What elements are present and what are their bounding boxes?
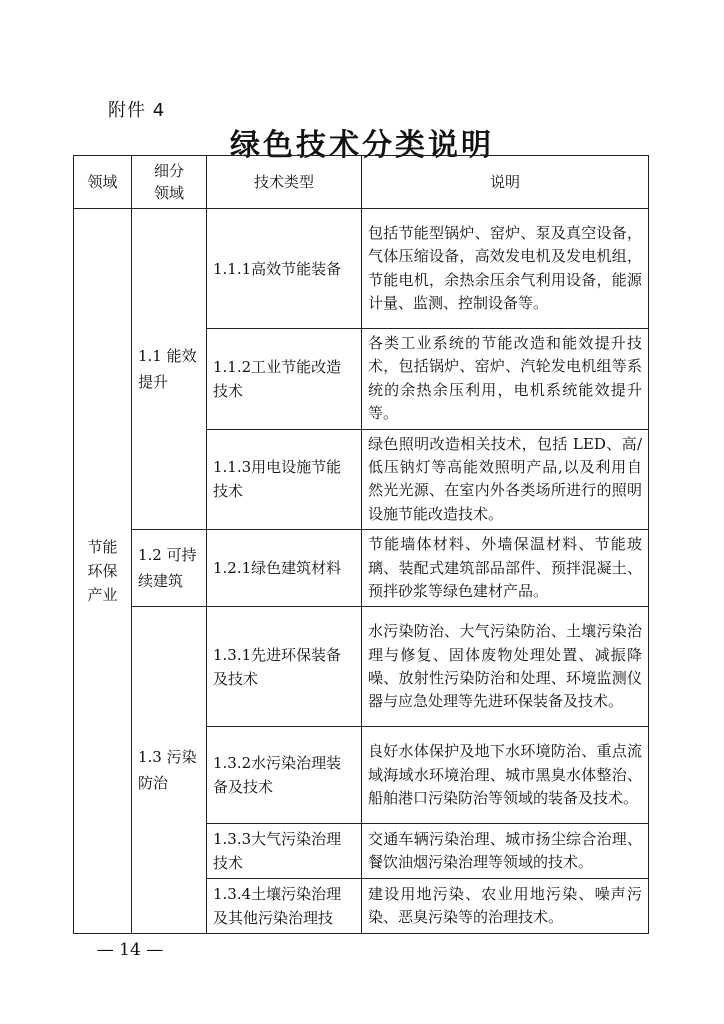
header-description: 说明	[362, 156, 649, 209]
tech-type-cell: 1.1.3用电设施节能技术	[207, 429, 362, 530]
description-cell: 建设用地污染、农业用地污染、噪声污染、恶臭污染等的治理技术。	[362, 879, 649, 934]
table-row	[74, 530, 649, 607]
description-cell: 交通车辆污染治理、城市扬尘综合治理、餐饮油烟污染治理等领域的技术。	[362, 824, 649, 879]
tech-type-cell: 1.3.3大气污染治理技术	[207, 824, 362, 879]
attachment-label: 附件 4	[108, 100, 166, 121]
header-subdomain	[132, 156, 207, 209]
description-cell: 良好水体保护及地下水环境防治、重点流域海域水环境治理、城市黑臭水体整治、船舶港口污染防治等领域的装备及技术。	[362, 727, 649, 824]
tech-type-cell: 1.3.1先进环保装备及技术	[207, 607, 362, 727]
table-row	[74, 209, 649, 329]
table-header-row	[74, 156, 649, 209]
description-cell: 水污染防治、大气污染防治、土壤污染治理与修复、固体废物处理处置、减振降噪、放射性污染防治和处理、环境监测仪器与应急处理等先进环保装备及技术。	[362, 607, 649, 727]
classification-table	[73, 155, 649, 934]
domain-text: 节能环保产业	[87, 538, 118, 605]
description-cell: 各类工业系统的节能改造和能效提升技术，包括锅炉、窑炉、汽轮发电机组等系统的余热余压利用，电机系统能效提升等。	[362, 329, 649, 430]
header-domain: 领域	[74, 156, 132, 209]
tech-type-cell: 1.3.4土壤污染治理及其他污染治理技	[207, 879, 362, 934]
subdomain-cell: 1.3 污染防治	[132, 607, 207, 934]
tech-type-cell: 1.3.2水污染治理装备及技术	[207, 727, 362, 824]
document-title: 绿色技术分类说明	[230, 128, 494, 163]
subdomain-cell: 1.2 可持续建筑	[132, 530, 207, 607]
description-cell: 节能墙体材料、外墙保温材料、节能玻璃、装配式建筑部品部件、预拌混凝土、预拌砂浆等绿色建材产品。	[362, 530, 649, 607]
domain-cell	[74, 209, 132, 934]
table-row	[74, 607, 649, 727]
header-subdomain-text: 细分领域	[153, 162, 184, 202]
tech-type-cell: 1.1.1高效节能装备	[207, 209, 362, 329]
description-cell: 包括节能型锅炉、窑炉、泵及真空设备，气体压缩设备，高效发电机及发电机组，节能电机，余热余压余气利用设备，能源计量、监测、控制设备等。	[362, 209, 649, 329]
page-number: — 14 —	[96, 940, 164, 960]
header-tech-type: 技术类型	[207, 156, 362, 209]
tech-type-cell: 1.2.1绿色建筑材料	[207, 530, 362, 607]
tech-type-cell: 1.1.2工业节能改造技术	[207, 329, 362, 430]
description-cell: 绿色照明改造相关技术，包括 LED、高/低压钠灯等高能效照明产品,以及利用自然光光源、在室内外各类场所进行的照明设施节能改造技术。	[362, 429, 649, 530]
subdomain-cell: 1.1 能效提升	[132, 209, 207, 530]
